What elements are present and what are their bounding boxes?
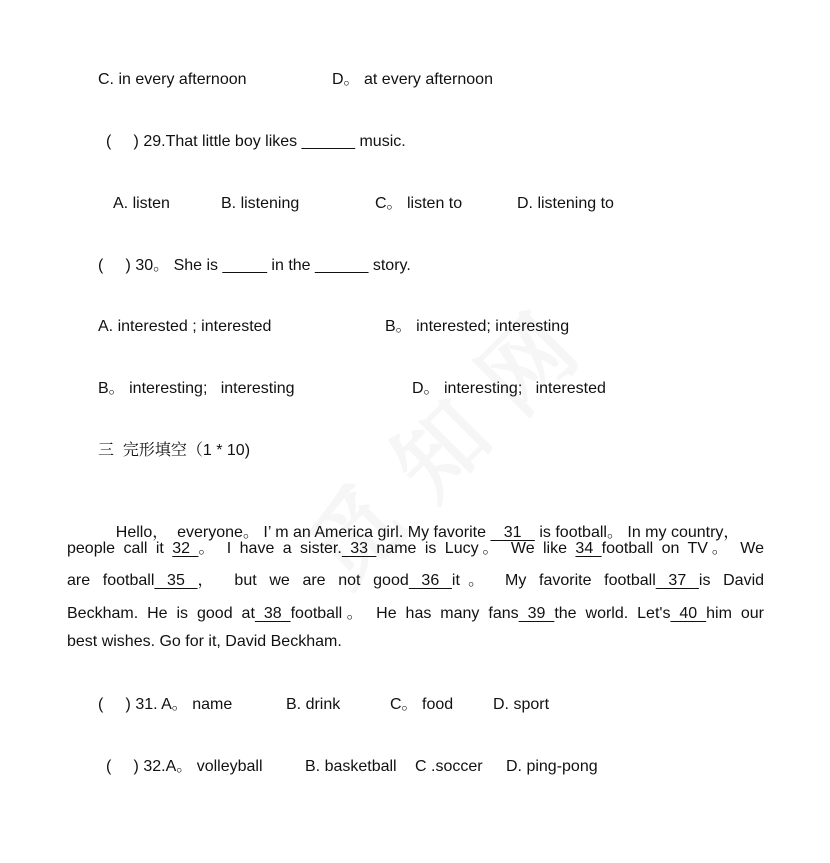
passage-text: name is Lucy。 We like [376,540,576,557]
q32-option-b: B. basketball [305,758,397,775]
q31-option-b: B. drink [286,696,341,713]
blank-34: 34 [575,540,602,557]
q32-option-c: C .soccer [415,758,483,775]
passage-text: Hello， everyone。 I’ m an America girl. My favorite [115,524,491,541]
passage-text: is David [698,572,765,589]
blank-33: 33 [341,540,377,557]
passage-text: ， but we are not good [197,572,409,589]
passage-line-5: best wishes. Go for it, David Beckham. [67,633,342,650]
blank-39: 39 [518,605,555,622]
section-3-title: 三 完形填空（1 * 10) [98,442,251,459]
passage-text: football on TV。 We [601,540,764,557]
q30-stem: ( ) 30。 She is _____ in the ______ story. [98,257,411,274]
passage-text: him our [706,605,765,622]
passage-text: it。 My favorite football [451,572,656,589]
passage-line-3 [67,567,764,590]
passage-text: is football。 In my country， [534,524,740,541]
q30-option-c: B。 interesting; interesting [98,380,295,397]
q28-option-c: C. in every afternoon [98,71,247,88]
q29-option-c: C。 listen to [375,195,463,212]
q29-option-d: D. listening to [517,195,614,212]
q31-option-c: C。 food [390,696,454,713]
q29-option-b: B. listening [221,195,300,212]
blank-32: 32 [172,540,199,557]
q31-option-d: D. sport [493,696,550,713]
q29-stem: ( ) 29.That little boy likes ______ music. [106,133,406,150]
blank-38: 38 [254,605,291,622]
q29-option-a: A. listen [113,195,170,212]
passage-text: 。 I have a sister. [198,540,342,557]
blank-40: 40 [670,605,707,622]
passage-text: football。 He has many fans [290,605,519,622]
q30-option-d: D。 interesting; interested [412,380,606,397]
q30-option-b: B。 interested; interesting [385,318,570,335]
passage-text: Beckham. He is good at [67,605,255,622]
passage-text: the world. Let's [554,605,671,622]
blank-37: 37 [655,572,699,589]
blank-36: 36 [408,572,452,589]
passage-text: are football [67,572,155,589]
q30-option-a: A. interested ; interested [98,318,272,335]
q32-stem: ( ) 32.A。 volleyball [106,758,263,775]
blank-35: 35 [154,572,198,589]
blank-31: 31 [490,524,535,541]
q28-option-d: D。 at every afternoon [332,71,493,88]
passage-line-4 [67,600,764,623]
q32-option-d: D. ping-pong [506,758,598,775]
q31-stem: ( ) 31. A。 name [98,696,233,713]
passage-text: people call it [67,540,173,557]
passage-line-2 [67,535,764,558]
